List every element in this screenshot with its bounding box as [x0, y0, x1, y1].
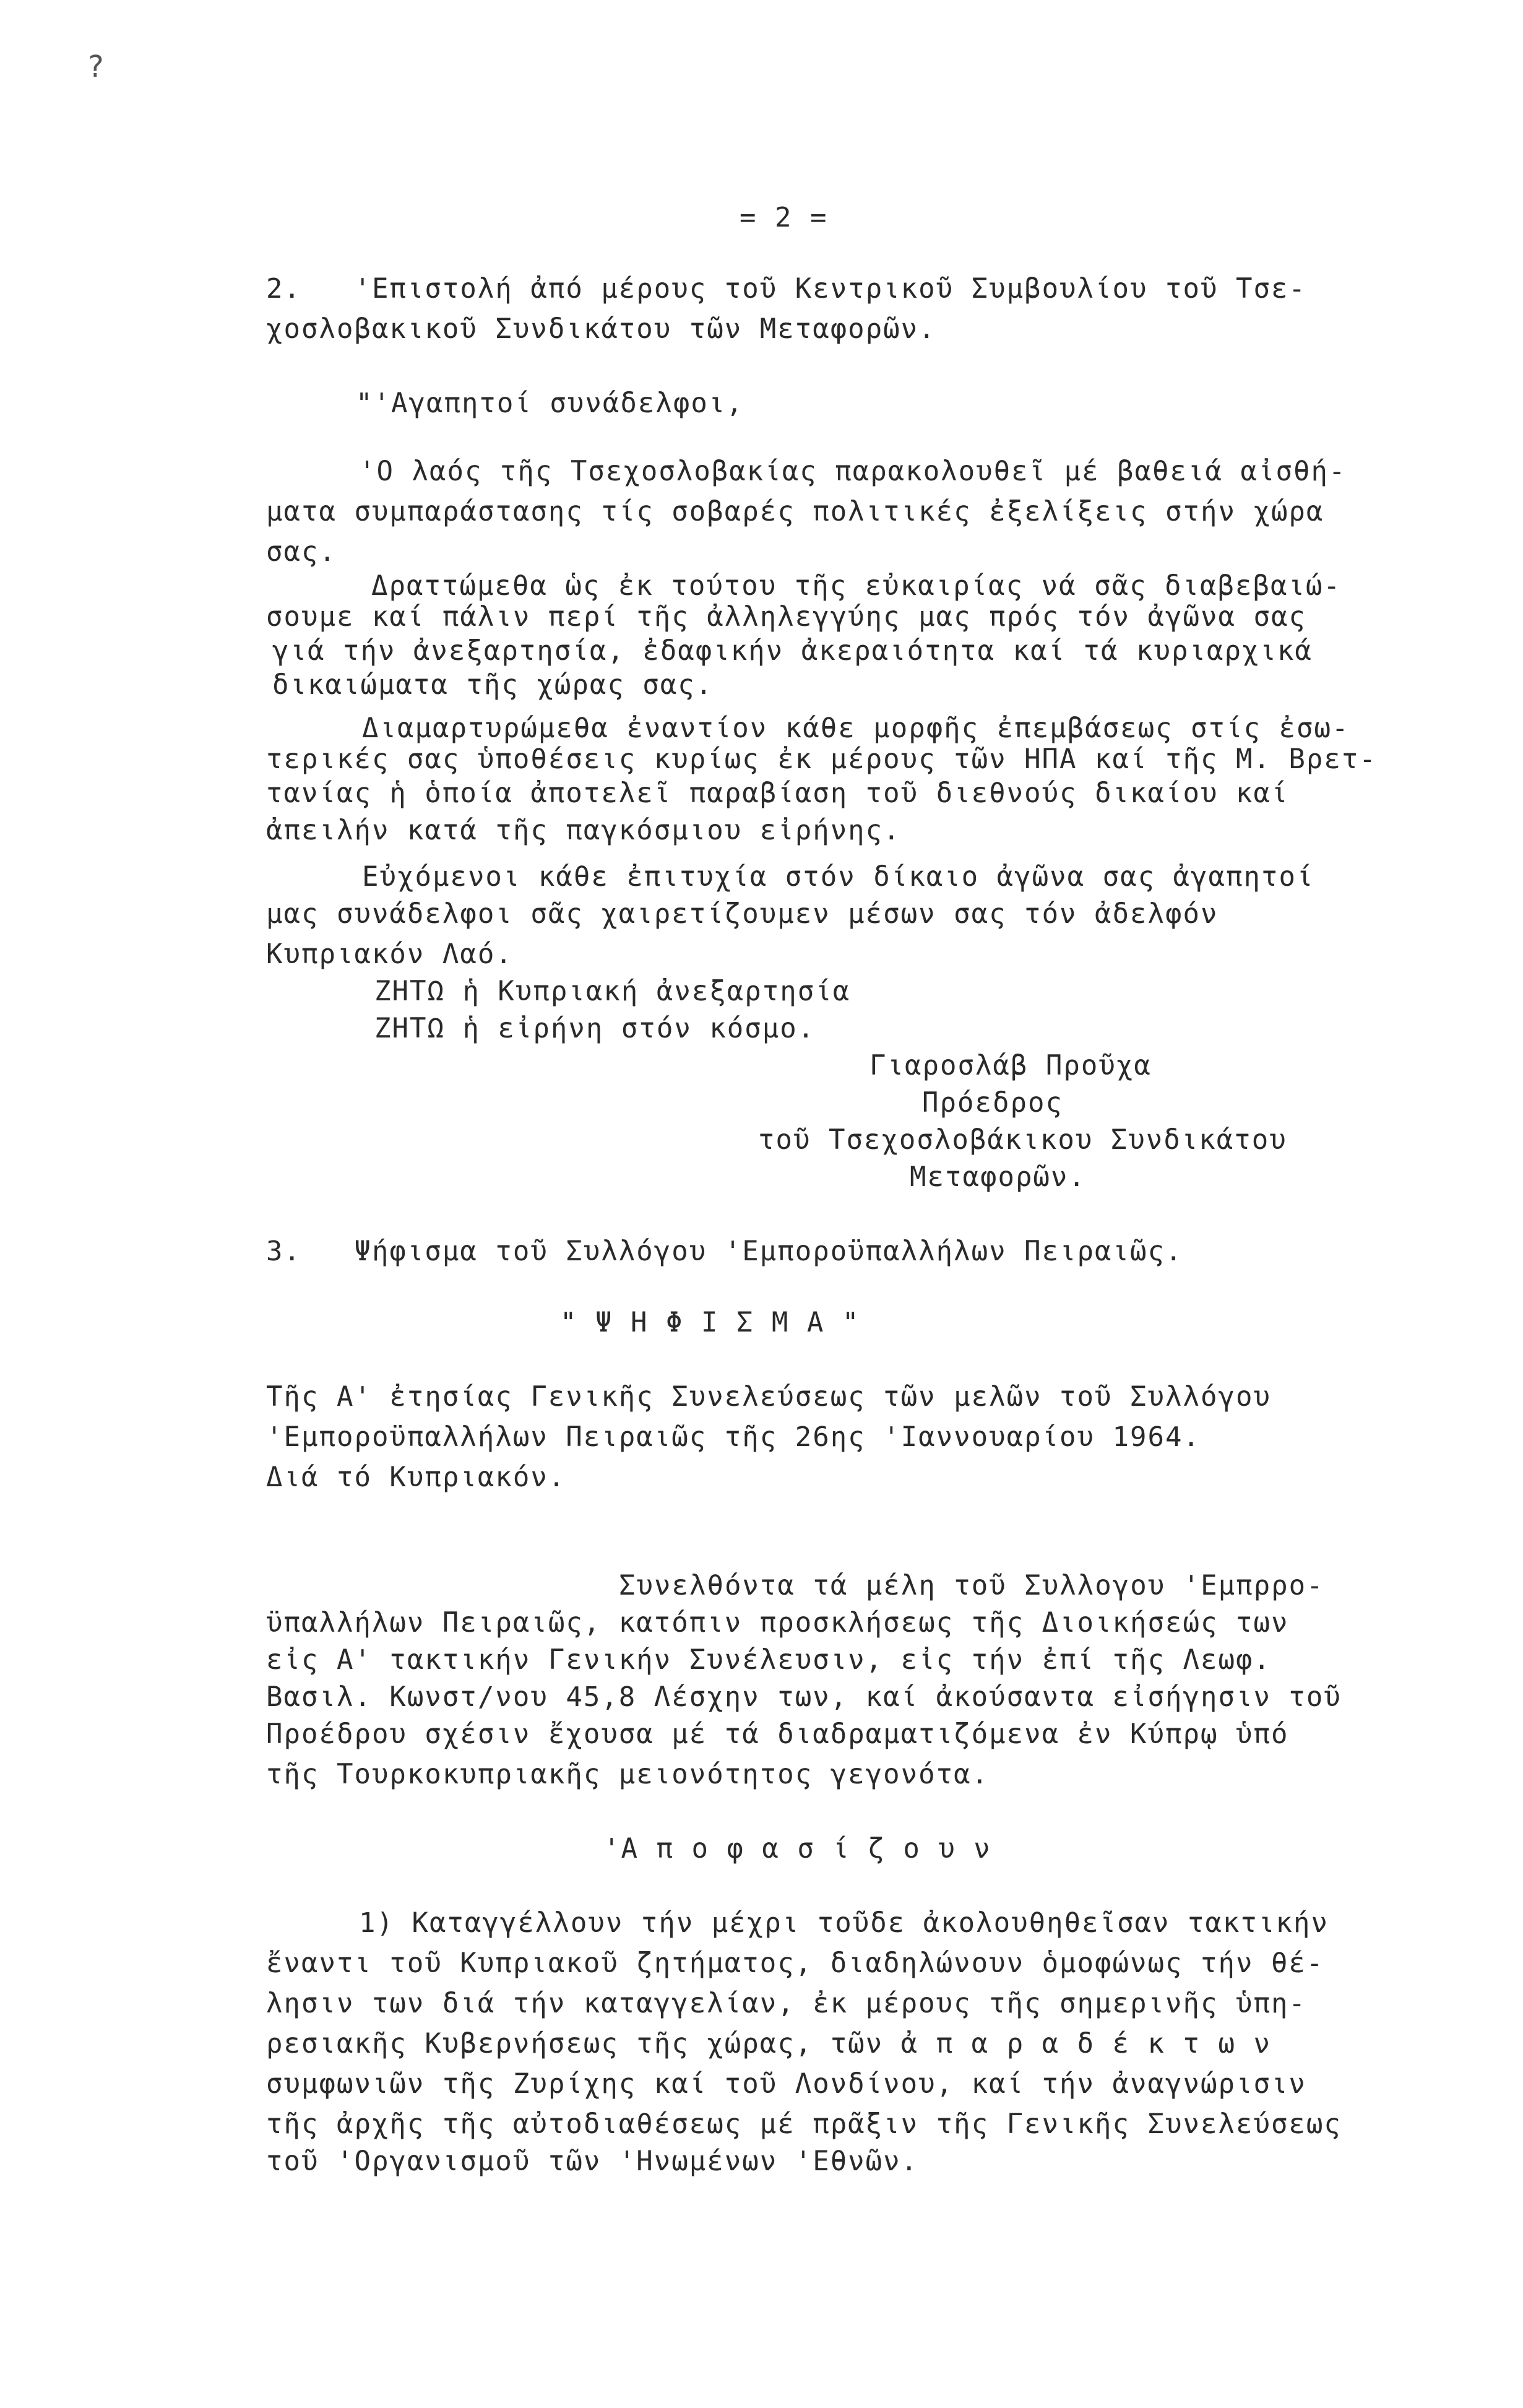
paragraph-line: Προέδρου σχέσιν ἔχουσα μέ τά διαδραματιζόμενα ἐν Κύπρῳ ὑπό [266, 1718, 1289, 1750]
resolution-title: " Ψ Η Φ Ι Σ Μ Α " [560, 1307, 860, 1338]
item-line: τοῦ 'Οργανισμοῦ τῶν 'Ηνωμένων 'Εθνῶν. [266, 2146, 919, 2177]
paragraph-line: σουμε καί πάλιν περί τῆς ἀλληλεγγύης μας πρός τόν ἀγῶνα σας [266, 601, 1306, 633]
paragraph-line: γιά τήν ἀνεξαρτησία, ἐδαφικήν ἀκεραιότητα καί τά κυριαρχικά [272, 635, 1313, 667]
salutation: "'Αγαπητοί συνάδελφοι, [356, 388, 744, 419]
slogan: ΖΗΤΩ ἡ Κυπριακή ἀνεξαρτησία [374, 976, 851, 1007]
paragraph-line: ματα συμπαράστασης τίς σοβαρές πολιτικές ἐξελίξεις στήν χώρα [266, 496, 1324, 527]
item-line: ρεσιακῆς Κυβερνήσεως τῆς χώρας, τῶν ἀ π α ρ α δ έ κ τ ω ν [266, 2028, 1271, 2059]
section2-heading-line: χοσλοβακικοῦ Συνδικάτου τῶν Μεταφορῶν. [266, 313, 936, 345]
paragraph-line: σας. [266, 536, 337, 568]
decide-heading: 'Α π ο φ α σ ί ζ ο υ ν [603, 1833, 991, 1864]
paragraph-line: ϋπαλλήλων Πειραιῶς, κατόπιν προσκλήσεως τῆς Διοικήσεώς των [266, 1607, 1289, 1639]
paragraph-line: τερικές σας ὑποθέσεις κυρίως ἐκ μέρους τῶν ΗΠΑ καί τῆς Μ. Βρετ- [266, 743, 1377, 775]
section3-heading: 3. Ψήφισμα τοῦ Συλλόγου 'Εμποροϋπαλλήλων Πειραιῶς. [266, 1236, 1183, 1267]
paragraph-line: Δραττώμεθα ὡς ἐκ τούτου τῆς εὐκαιρίας νά σᾶς διαβεβαιώ- [371, 570, 1341, 602]
item-line: συμφωνιῶν τῆς Ζυρίχης καί τοῦ Λονδίνου, καί τήν ἀναγνώρισιν [266, 2068, 1306, 2100]
paragraph-line: 'Ο λαός τῆς Τσεχοσλοβακίας παρακολουθεῖ μέ βαθειά αἰσθή- [359, 456, 1347, 487]
paragraph-line: δικαιώματα τῆς χώρας σας. [272, 669, 714, 701]
item-line: λησιν των διά τήν καταγγελίαν, ἐκ μέρους τῆς σημερινῆς ὑπη- [266, 1988, 1306, 2019]
signature-name: Γιαροσλάβ Προῦχα [869, 1050, 1152, 1081]
item-line: 1) Καταγγέλλουν τήν μέχρι τοῦδε ἀκολουθηθεῖσαν τακτικήν [359, 1907, 1329, 1939]
signature-org: τοῦ Τσεχοσλοβάκικου Συνδικάτου [758, 1124, 1287, 1156]
paragraph-line: τῆς Τουρκοκυπριακῆς μειονότητος γεγονότα. [266, 1759, 990, 1790]
section2-heading-line: 2. 'Επιστολή ἀπό μέρους τοῦ Κεντρικοῦ Συμβουλίου τοῦ Τσε- [266, 273, 1306, 305]
paragraph-line: τανίας ἡ ὁποία ἀποτελεῖ παραβίαση τοῦ διεθνούς δικαίου καί [266, 777, 1289, 809]
paragraph-line: Εὐχόμενοι κάθε ἐπιτυχία στόν δίκαιο ἀγῶνα σας ἀγαπητοί [362, 861, 1314, 893]
paragraph-line: Κυπριακόν Λαό. [266, 938, 513, 970]
item-line: τῆς ἀρχῆς τῆς αὐτοδιαθέσεως μέ πρᾶξιν τῆς Γενικῆς Συνελεύσεως [266, 2108, 1342, 2140]
intro-line: Διά τό Κυπριακόν. [266, 1462, 566, 1493]
paragraph-line: ἀπειλήν κατά τῆς παγκόσμιου εἰρήνης. [266, 815, 901, 846]
paragraph-line: Διαμαρτυρώμεθα ἐναντίον κάθε μορφῆς ἐπεμβάσεως στίς ἐσω- [362, 712, 1350, 744]
signature-title: Πρόεδρος [922, 1087, 1063, 1119]
paragraph-line: Συνελθόντα τά μέλη τοῦ Συλλογου 'Εμπρρο- [619, 1570, 1324, 1601]
slogan: ΖΗΤΩ ἡ εἰρήνη στόν κόσμο. [374, 1013, 816, 1044]
paragraph-line: Βασιλ. Κωνστ/νου 45,8 Λέσχην των, καί ἀκούσαντα εἰσήγησιν τοῦ [266, 1681, 1342, 1713]
item-line: ἔναντι τοῦ Κυπριακοῦ ζητήματος, διαδηλώνουν ὁμοφώνως τήν θέ- [266, 1947, 1324, 1979]
intro-line: 'Εμποροϋπαλλήλων Πειραιῶς τῆς 26ης 'Ιαννουαρίου 1964. [266, 1421, 1201, 1453]
paragraph-line: μας συνάδελφοι σᾶς χαιρετίζουμεν μέσων σας τόν ἀδελφόν [266, 898, 1219, 930]
paragraph-line: εἰς Α' τακτικήν Γενικήν Συνέλευσιν, εἰς τήν ἐπί τῆς Λεωφ. [266, 1644, 1271, 1676]
signature-org: Μεταφορῶν. [910, 1161, 1086, 1193]
intro-line: Τῆς Α' ἐτησίας Γενικῆς Συνελεύσεως τῶν μελῶν τοῦ Συλλόγου [266, 1381, 1271, 1413]
margin-mark: ? [87, 50, 106, 84]
page-number: = 2 = [740, 202, 828, 233]
